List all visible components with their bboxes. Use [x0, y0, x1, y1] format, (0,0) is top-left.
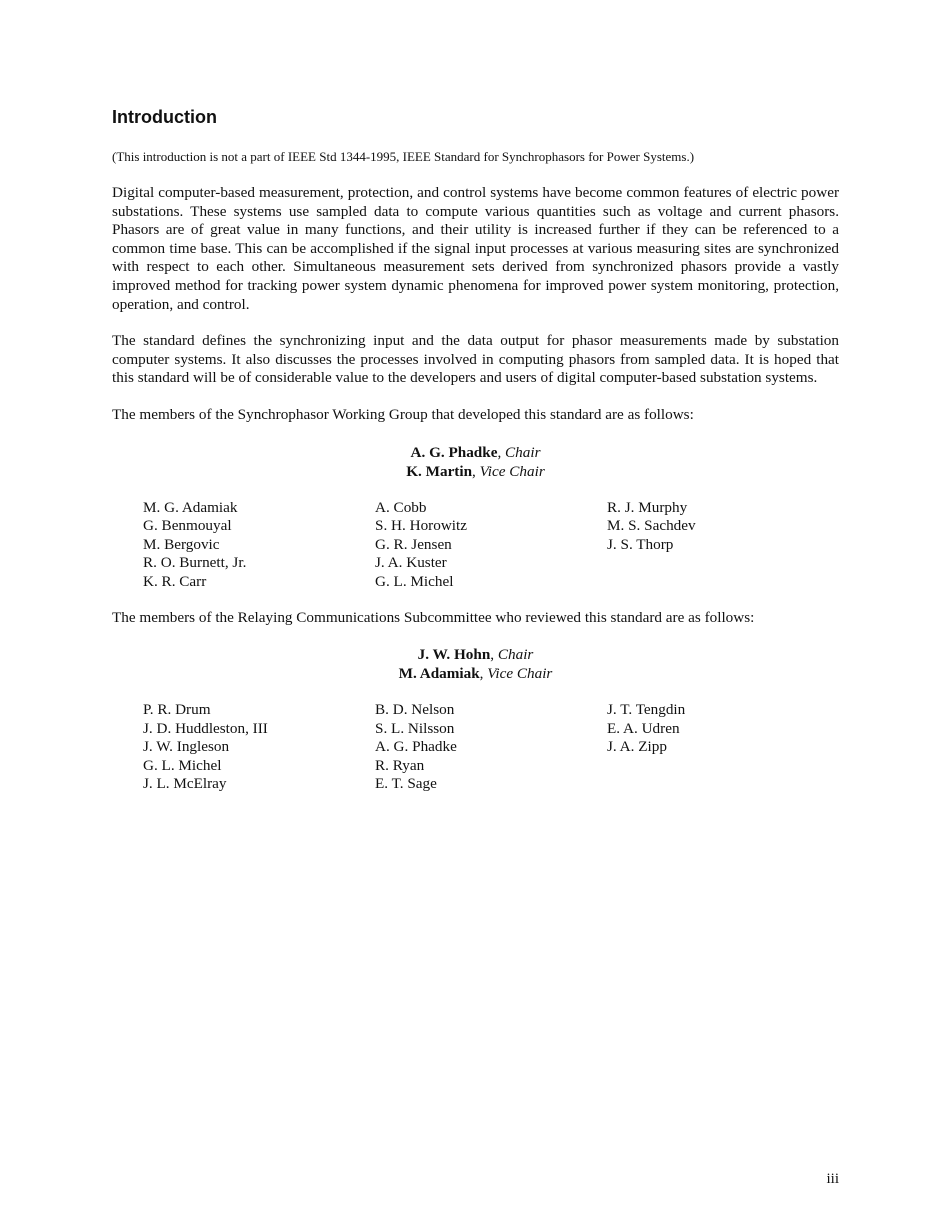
member-name: M. Bergovic [143, 535, 220, 553]
member-name: M. S. Sachdev [607, 517, 696, 535]
member-name: R. O. Burnett, Jr. [143, 554, 247, 572]
member-name: P. R. Drum [143, 701, 211, 719]
member-name: A. G. Phadke [375, 738, 457, 756]
vice-chair-role: Vice Chair [487, 665, 553, 683]
subcommittee-intro: The members of the Relaying Communications Subcommittee who reviewed this standard are as follows: [112, 608, 755, 626]
member-name: J. T. Tengdin [607, 701, 686, 719]
subcommittee-officers [112, 645, 839, 683]
working-group-members [143, 499, 839, 592]
members-column-2 [375, 499, 607, 592]
member-name: E. T. Sage [375, 775, 437, 793]
member-name: J. L. McElray [143, 775, 227, 793]
member-name: B. D. Nelson [375, 701, 455, 719]
page-number: iii [826, 1171, 839, 1187]
chair-role: Chair [497, 646, 534, 664]
working-group-vice-chair: K. Martin, Vice Chair [406, 462, 545, 480]
member-name: S. H. Horowitz [375, 517, 467, 535]
member-name: R. J. Murphy [607, 498, 688, 516]
working-group-intro: The members of the Synchrophasor Working Group that developed this standard are as follows: [112, 405, 694, 423]
chair-name: J. W. Hohn [417, 646, 491, 664]
working-group-officers [112, 443, 839, 481]
member-name: G. L. Michel [143, 756, 222, 774]
member-name: A. Cobb [375, 498, 427, 516]
member-name: R. Ryan [375, 756, 425, 774]
document-page [112, 106, 839, 811]
member-name: J. A. Kuster [375, 554, 447, 572]
members-column-1 [143, 701, 375, 794]
members-column-3 [607, 701, 839, 794]
section-heading: Introduction [112, 107, 217, 127]
members-column-1 [143, 499, 375, 592]
member-name: E. A. Udren [607, 719, 680, 737]
member-name: G. R. Jensen [375, 535, 452, 553]
subcommittee-members [143, 701, 839, 794]
paragraph-1: Digital computer-based measurement, protection, and control systems have become common features of electric power substations. These systems use sampled data to compute various quantities such as voltage and current phasors. Phasors are of great value in many functions, and their utility is increased further if they can be referenced to a common time base. This can be accomplished if the signal input processes at various measuring sites are synchronized with respect to each other. Simultaneous measurement sets derived from synchronized phasors provide a vastly improved method for tracking power system dynamic phenomena for improved power system monitoring, protection, operation, and control. [112, 184, 839, 313]
member-name: J. A. Zipp [607, 738, 667, 756]
vice-chair-role: Vice Chair [479, 462, 545, 480]
member-name: J. D. Huddleston, III [143, 719, 268, 737]
paragraph-2: The standard defines the synchronizing input and the data output for phasor measurements made by substation computer systems. It also discusses the processes involved in computing phasors from sampled data. It is hoped that this standard will be of considerable value to the developers and users of digital computer-based substation systems. [112, 332, 839, 387]
member-name: G. Benmouyal [143, 517, 232, 535]
chair-name: A. G. Phadke [410, 443, 498, 461]
chair-role: Chair [505, 443, 541, 461]
member-name: G. L. Michel [375, 572, 454, 590]
vice-chair-name: M. Adamiak [398, 665, 480, 683]
introduction-note: (This introduction is not a part of IEEE Std 1344-1995, IEEE Standard for Synchrophasors for Power Systems.) [112, 149, 695, 164]
members-column-3 [607, 499, 839, 592]
members-column-2 [375, 701, 607, 794]
vice-chair-name: K. Martin [406, 462, 473, 480]
subcommittee-chair: J. W. Hohn, Chair [417, 646, 534, 664]
member-name: J. W. Ingleson [143, 738, 230, 756]
member-name: K. R. Carr [143, 572, 207, 590]
member-name: J. S. Thorp [607, 535, 674, 553]
subcommittee-vice-chair: M. Adamiak, Vice Chair [398, 665, 553, 683]
member-name: M. G. Adamiak [143, 498, 238, 516]
member-name: S. L. Nilsson [375, 719, 455, 737]
working-group-chair: A. G. Phadke, Chair [410, 443, 541, 461]
